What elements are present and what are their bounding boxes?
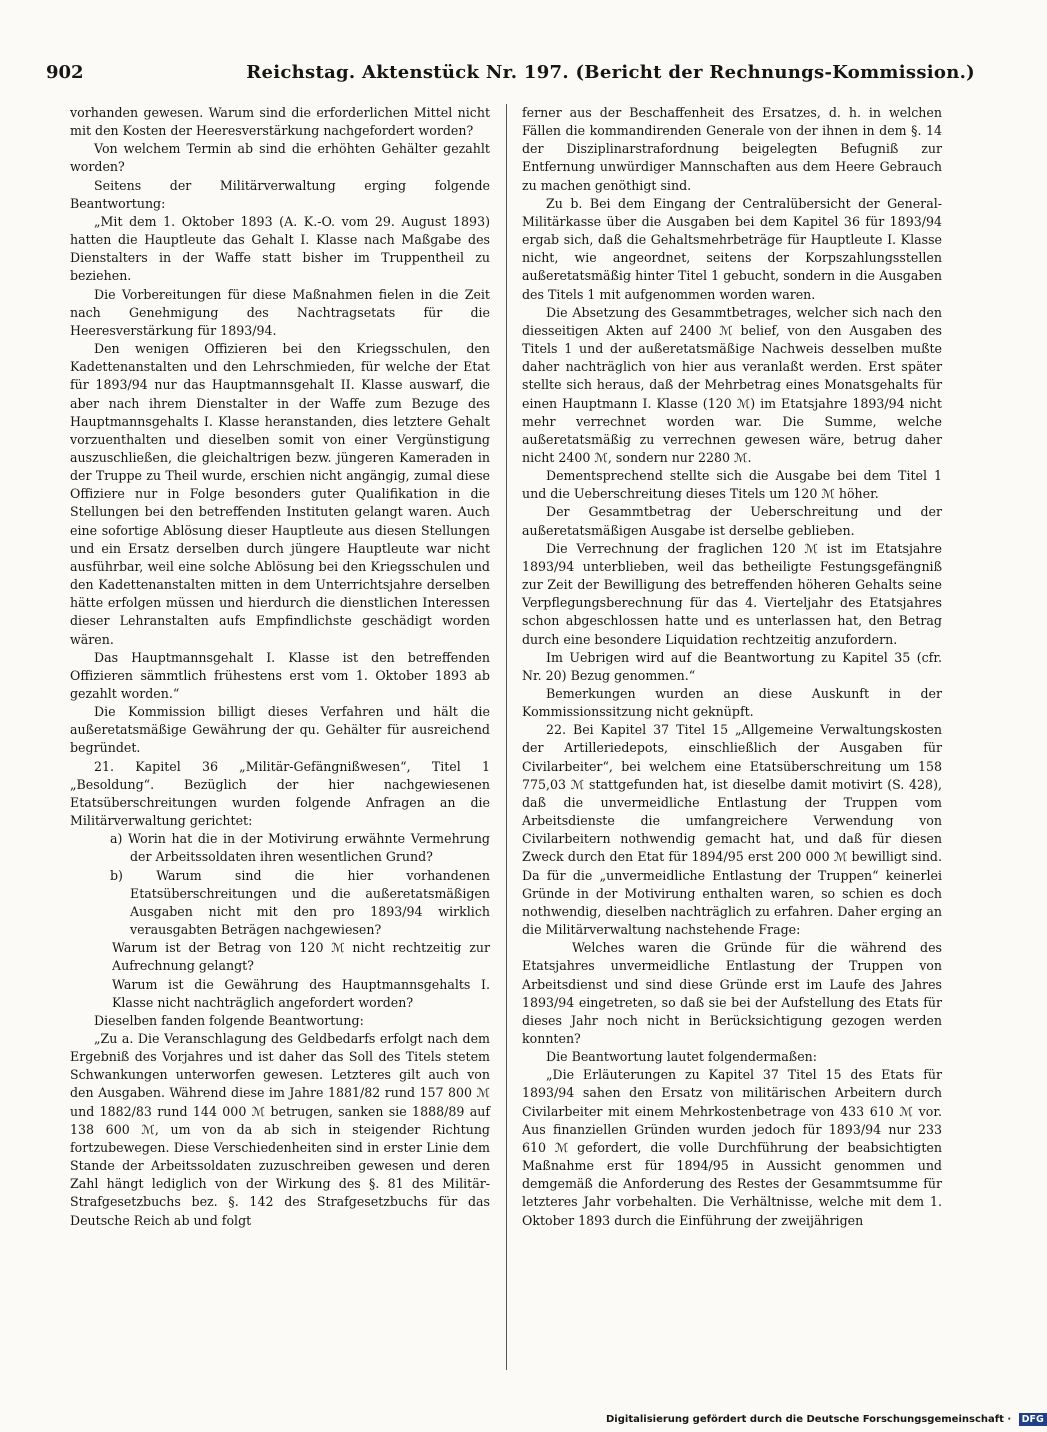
running-title: Reichstag. Aktenstück Nr. 197. (Bericht der Rechnungs-Kommission.) — [246, 62, 975, 83]
paragraph: ferner aus der Beschaffenheit des Ersatzes, d. h. in welchen Fällen die kommandirenden Generale von der ihnen in dem §. 14 der Disziplinarstrafordnung beigelegten Befugniß zur Entfernung unwürdiger Mannschaften aus dem Heere Gebrauch zu machen genöthigt sind. — [522, 105, 942, 193]
paragraph: Der Gesammtbetrag der Ueberschreitung und der außeretatsmäßigen Ausgabe ist derselbe geblieben. — [522, 504, 942, 538]
paragraph: Den wenigen Offizieren bei den Kriegsschulen, den Kadettenanstalten und den Lehrschmieden, für welche der Etat für 1893/94 nur das Hauptmannsgehalt II. Klasse auswarf, die aber nach ihrem Dienstalter in der Waffe zum Bezuge des Hauptmannsgehalts I. Klasse heranstanden, dies letztere Gehalt vorzuenthalten und dieselben somit von einer Vergünstigung auszuschließen, die gleichaltrigen bezw. jüngeren Kameraden in der Truppe zu Theil wurde, erschien nicht angängig, zumal diese Offiziere nur in Folge besonders guter Qualifikation in die Stellungen bei den betreffenden Instituten gelangt waren. Auch eine sofortige Ablösung dieser Hauptleute aus diesen Stellungen und ein Ersatz derselben durch jüngere Hauptleute war nicht ausführbar, weil eine solche Ablösung bei den Kriegsschulen und den Kadettenanstalten mitten in dem Unterrichtsjahre derselben hätte erfolgen müssen und hierdurch die dienstlichen Interessen dieser Lehranstalten aufs Empfindlichste geschädigt worden wären. — [70, 341, 490, 647]
paragraph: Dieselben fanden folgende Beantwortung: — [94, 1012, 364, 1028]
paragraph: Warum ist die Gewährung des Hauptmannsgehalts I. Klasse nicht nachträglich angefordert worden? — [112, 976, 490, 1010]
page-number: 902 — [46, 62, 84, 83]
footer-text: Digitalisierung gefördert durch die Deutsche Forschungsgemeinschaft — [606, 1414, 1004, 1425]
paragraph: „Die Erläuterungen zu Kapitel 37 Titel 15 des Etats für 1893/94 sahen den Ersatz von militärischen Arbeitern durch Civilarbeiter mit einem Mehrkostenbetrage von 433 610 ℳ vor. Aus finanziellen Gründen wurden jedoch für 1893/94 nur 233 610 ℳ gefordert, die volle Durchführung der beabsichtigten Maßnahme erst für 1894/95 in Aussicht genommen und demgemäß die Anforderung des Restes der Gesammtsumme für letzteres Jahr vorbehalten. Die Verhältnisse, welche mit dem 1. Oktober 1893 durch die Einführung der zweijährigen — [522, 1067, 942, 1228]
paragraph: Die Kommission billigt dieses Verfahren und hält die außeretatsmäßige Gewährung der qu. Gehälter für ausreichend begründet. — [70, 704, 490, 756]
column-divider — [506, 104, 507, 1370]
paragraph: Im Uebrigen wird auf die Beantwortung zu Kapitel 35 (cfr. Nr. 20) Bezug genommen.“ — [522, 649, 942, 683]
paragraph: Zu b. Bei dem Eingang der Centralübersicht der General-Militärkasse über die Ausgaben bei dem Kapitel 36 für 1893/94 ergab sich, daß die Gehaltsmehrbeträge für Hauptleute I. Klasse nicht, wie angeordnet, seitens der Korpszahlungsstellen außeretatsmäßig hinter Titel 1 gebucht, sondern in die Ausgaben des Titels 1 mit aufgenommen worden waren. — [522, 195, 942, 302]
footer-credit: Digitalisierung gefördert durch die Deutsche Forschungsgemeinschaft · DFG — [606, 1413, 996, 1429]
paragraph: Die Absetzung des Gesammtbetrages, welcher sich nach den diesseitigen Akten auf 2400 ℳ belief, von den Ausgaben des Titels 1 und der außeretatsmäßige Nachweis desselben mußte daher nachträglich von hier aus veranlaßt werden. Erst später stellte sich heraus, daß der Mehrbetrag eines Monatsgehalts für einen Hauptmann I. Klasse (120 ℳ) im Etatsjahre 1893/94 nicht mehr verrechnet worden war. Die Summe, welche außeretatsmäßig zu verrechnen gewesen wäre, betrug daher nicht 2400 ℳ, sondern nur 2280 ℳ. — [522, 304, 942, 465]
paragraph: Seitens der Militärverwaltung erging folgende Beantwortung: — [70, 177, 490, 211]
paragraph: Die Beantwortung lautet folgendermaßen: — [546, 1049, 818, 1065]
paragraph: Bemerkungen wurden an diese Auskunft in der Kommissionssitzung nicht geknüpft. — [522, 686, 942, 720]
paragraph: vorhanden gewesen. Warum sind die erforderlichen Mittel nicht mit den Kosten der Heeresverstärkung nachgefordert worden? — [70, 105, 490, 139]
page-header — [40, 62, 975, 88]
paragraph: 21. Kapitel 36 „Militär-Gefängnißwesen“, Titel 1 „Besoldung“. Bezüglich der hier nachgewiesenen Etatsüberschreitungen wurden folgende Anfragen an die Militärverwaltung gerichtet: — [70, 758, 490, 829]
paragraph: 22. Bei Kapitel 37 Titel 15 „Allgemeine Verwaltungskosten der Artilleriedepots, einschließlich der Ausgaben für Civilarbeiter“, bei welchem eine Etatsüberschreitung um 158 775,03 ℳ stattgefunden hat, ist dieselbe damit motivirt (S. 428), daß die unvermeidliche Entlastung der Truppen vom Arbeitsdienste die umfangreichere Verwendung von Civilarbeitern nothwendig gemacht hat, und daß für diesen Zweck durch den Etat für 1894/95 erst 200 000 ℳ bewilligt sind. Da für die „unvermeidliche Entlastung der Truppen“ keinerlei Gründe in der Motivirung enthalten waren, so schien es doch nothwendig, dieselben nachträglich zu erfahren. Daher erging an die Militärverwaltung nachstehende Frage: — [522, 722, 942, 938]
dfg-logo: DFG — [1019, 1413, 1047, 1426]
paragraph: Die Verrechnung der fraglichen 120 ℳ ist im Etatsjahre 1893/94 unterblieben, weil das betheiligte Festungsgefängniß zur Zeit der Bewilligung des betreffenden höheren Gehalts seine Verpflegungsberechnung für das 4. Vierteljahr des Etatsjahres schon abgeschlossen hatte und es unterlassen hat, den Betrag durch eine besondere Liquidation rechtzeitig anzufordern. — [522, 540, 942, 647]
paragraph: „Mit dem 1. Oktober 1893 (A. K.-O. vom 29. August 1893) hatten die Hauptleute das Gehalt I. Klasse nach Maßgabe des Dienstalters in der Waffe statt bisher im Truppentheil zu beziehen. — [70, 213, 490, 284]
paragraph: a) Worin hat die in der Motivirung erwähnte Vermehrung der Arbeitssoldaten ihren wesentlichen Grund? — [110, 831, 490, 865]
left-column — [70, 104, 490, 1386]
paragraph: b) Warum sind die hier vorhandenen Etatsüberschreitungen und die außeretatsmäßigen Ausgaben nicht mit den pro 1893/94 wirklich verausgabten Beträgen nachgewiesen? — [110, 867, 490, 938]
paragraph: Dementsprechend stellte sich die Ausgabe bei dem Titel 1 und die Ueberschreitung dieses Titels um 120 ℳ höher. — [522, 468, 942, 502]
paragraph: Welches waren die Gründe für die während des Etatsjahres unvermeidliche Entlastung der Truppen von Arbeitsdienst und sind diese Gründe erst im Laufe des Jahres 1893/94 eingetreten, so daß sie bei der Aufstellung des Etats für dieses Jahr noch nicht in Berücksichtigung gezogen werden konnten? — [522, 940, 942, 1046]
paragraph: Warum ist der Betrag von 120 ℳ nicht rechtzeitig zur Aufrechnung gelangt? — [112, 940, 490, 974]
paragraph: Das Hauptmannsgehalt I. Klasse ist den betreffenden Offizieren sämmtlich frühestens erst vom 1. Oktober 1893 ab gezahlt worden.“ — [70, 649, 490, 701]
paragraph: Die Vorbereitungen für diese Maßnahmen fielen in die Zeit nach Genehmigung des Nachtragsetats für die Heeresverstärkung für 1893/94. — [70, 286, 490, 338]
paragraph: Von welchem Termin ab sind die erhöhten Gehälter gezahlt worden? — [70, 141, 490, 175]
paragraph: „Zu a. Die Veranschlagung des Geldbedarfs erfolgt nach dem Ergebniß des Vorjahres und ist daher das Soll des Titels stetem Schwankungen unterworfen gewesen. Letzteres gilt auch von den Ausgaben. Während diese im Jahre 1881/82 rund 157 800 ℳ und 1882/83 rund 144 000 ℳ betrugen, sanken sie 1888/89 auf 138 600 ℳ, um von da ab sich in steigender Richtung fortzubewegen. Diese Verschiedenheiten sind in erster Linie dem Stande der Arbeitssoldaten zuzuschreiben gewesen und deren Zahl hängt lediglich von der Wirkung des §. 81 des Militär-Strafgesetzbuchs bez. §. 142 des Strafgesetzbuchs für das Deutsche Reich ab und folgt — [70, 1030, 490, 1228]
right-column — [522, 104, 942, 1386]
